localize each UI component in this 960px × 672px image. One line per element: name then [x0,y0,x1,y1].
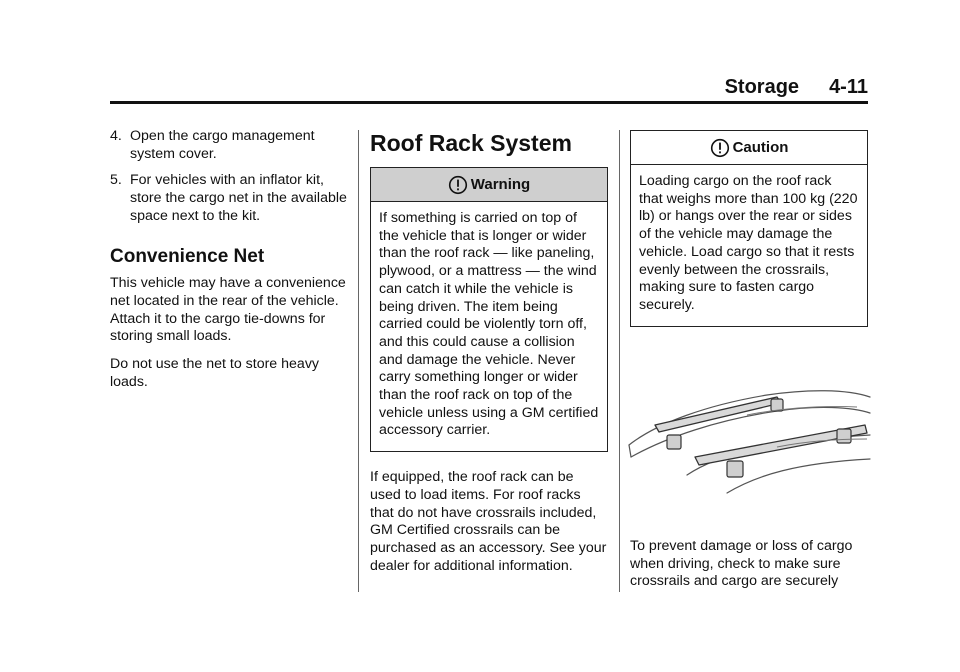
caution-box [630,130,868,327]
section-heading: Convenience Net [110,245,265,267]
body-paragraph: Do not use the net to store heavy loads. [110,356,320,390]
step-list [110,128,348,226]
warning-label: Warning [470,175,531,193]
caution-text: Loading cargo on the roof rack that weighs more than 100 kg (220 lb) or hangs over the rear or sides of the vehicle may damage the vehicle. Load cargo so that it rests evenly between the crossrails, making sure to fasten cargo securely. [639,173,858,313]
warning-header [371,168,607,202]
caution-header [631,131,867,165]
body-paragraph: To prevent damage or loss of cargo when driving, check to make sure crossrails and cargo are securely [630,538,853,590]
right-column [630,130,868,327]
section-title: Storage [724,76,800,98]
left-column [110,128,348,401]
column-divider-right [619,130,620,592]
middle-column [370,130,608,585]
list-item: 4. Open the cargo management system cover. [110,128,315,162]
alert-circle-icon [710,138,730,158]
alert-circle-icon [448,175,468,195]
column-divider-left [358,130,359,592]
body-paragraph: If equipped, the roof rack can be used to load items. For roof racks that do not have crossrails included, GM Certified crossrails can be purchased as an accessory. See your dealer for additional information. [370,469,607,574]
roof-rack-crossrails-illustration [627,375,871,495]
page-number: 4-11 [829,76,868,98]
section-heading: Roof Rack System [370,130,572,156]
page-header [725,76,868,99]
warning-box [370,167,608,452]
caution-label: Caution [732,138,789,156]
header-rule [110,101,868,104]
warning-text: If something is carried on top of the vehicle that is longer or wider than the roof rack — like paneling, plywood, or a mattress — the wind can catch it while the vehicle is being driven. The item being carried could be violently torn off, and this could cause a collision and damage the vehicle. Never carry something longer or wider than the roof rack on top of the vehicle unless using a GM certified accessory carrier. [379,210,599,439]
list-item: 5. For vehicles with an inflator kit, store the cargo net in the available space next to the kit. [110,172,347,224]
body-paragraph: This vehicle may have a convenience net located in the rear of the vehicle. Attach it to the cargo tie-downs for storing small loads. [110,275,346,345]
right-bottom-text [630,538,870,601]
